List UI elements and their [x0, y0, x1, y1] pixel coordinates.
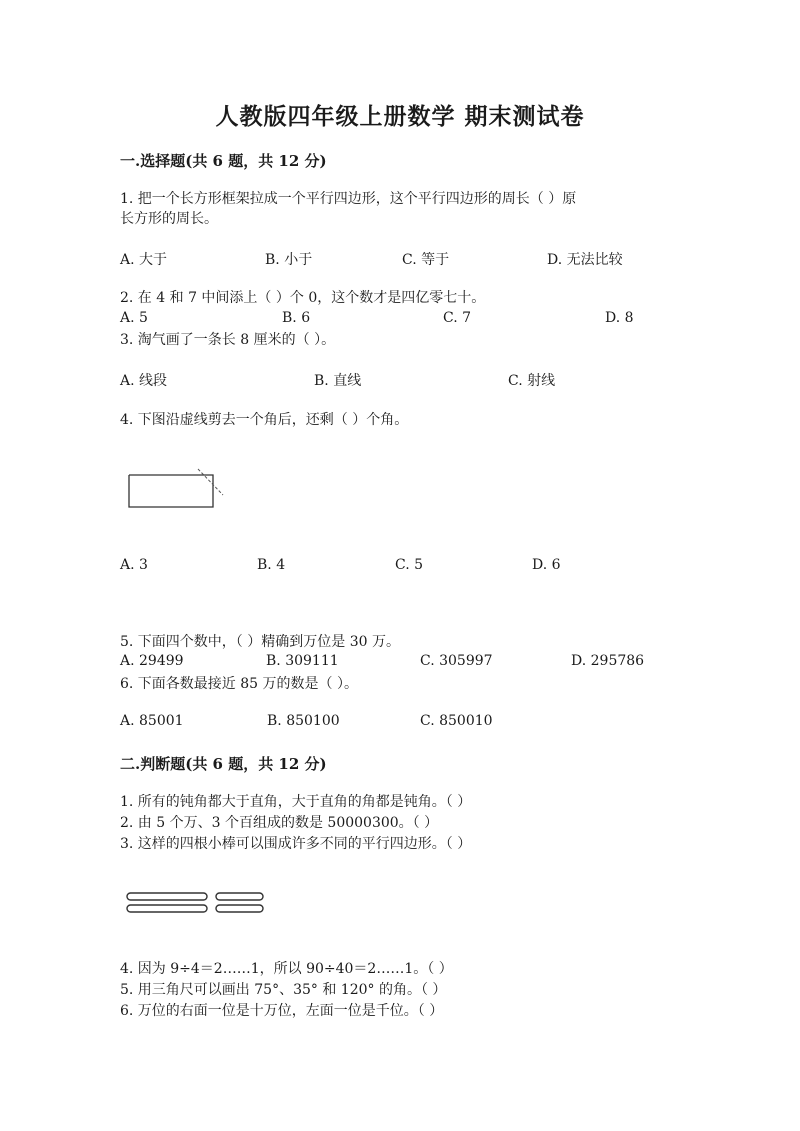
question-4: 4. 下图沿虚线剪去一个角后，还剩（ ）个角。 — [120, 412, 409, 428]
page-title: 人教版四年级上册数学 期末测试卷 — [215, 103, 585, 130]
q3-option-b[interactable]: B. 直线 — [314, 373, 362, 389]
rectangle-cut-figure — [120, 465, 230, 515]
q6-option-a[interactable]: A. 85001 — [120, 713, 184, 729]
section-heading-choice: 一.选择题(共 6 题，共 12 分) — [120, 152, 327, 170]
q5-option-b[interactable]: B. 309111 — [266, 653, 339, 669]
section-heading-judgment: 二.判断题(共 6 题，共 12 分) — [120, 755, 327, 773]
q6-option-c[interactable]: C. 850010 — [420, 713, 493, 729]
four-sticks-figure — [120, 890, 280, 920]
q2-option-b[interactable]: B. 6 — [282, 310, 311, 326]
question-1-line-2: 长方形的周长。 — [120, 211, 218, 227]
q4-option-d[interactable]: D. 6 — [532, 557, 561, 573]
q2-option-a[interactable]: A. 5 — [120, 310, 148, 326]
question-1-line-1: 1. 把一个长方形框架拉成一个平行四边形，这个平行四边形的周长（ ）原 — [120, 191, 577, 207]
q5-option-d[interactable]: D. 295786 — [571, 653, 645, 669]
q3-option-a[interactable]: A. 线段 — [120, 373, 168, 389]
question-5: 5. 下面四个数中，（ ）精确到万位是 30 万。 — [120, 634, 400, 650]
question-3: 3. 淘气画了一条长 8 厘米的（ ）。 — [120, 332, 336, 348]
q4-option-a[interactable]: A. 3 — [120, 557, 148, 573]
q4-option-c[interactable]: C. 5 — [395, 557, 424, 573]
q6-option-b[interactable]: B. 850100 — [267, 713, 340, 729]
q3-option-c[interactable]: C. 射线 — [508, 373, 556, 389]
q1-option-a[interactable]: A. 大于 — [120, 252, 168, 268]
judgment-item-1: 1. 所有的钝角都大于直角，大于直角的角都是钝角。（ ） — [120, 794, 472, 810]
q4-option-b[interactable]: B. 4 — [257, 557, 286, 573]
judgment-item-6: 6. 万位的右面一位是十万位，左面一位是千位。（ ） — [120, 1003, 444, 1019]
question-2: 2. 在 4 和 7 中间添上（ ）个 0，这个数才是四亿零七十。 — [120, 290, 486, 306]
judgment-item-4: 4. 因为 9÷4＝2……1，所以 90÷40＝2……1。（ ） — [120, 961, 453, 977]
q5-option-c[interactable]: C. 305997 — [420, 653, 493, 669]
judgment-item-2: 2. 由 5 个万、3 个百组成的数是 50000300。（ ） — [120, 815, 439, 831]
q1-option-d[interactable]: D. 无法比较 — [547, 252, 623, 268]
judgment-item-3: 3. 这样的四根小棒可以围成许多不同的平行四边形。（ ） — [120, 836, 472, 852]
q2-option-d[interactable]: D. 8 — [605, 310, 634, 326]
judgment-item-5: 5. 用三角尺可以画出 75°、35° 和 120° 的角。（ ） — [120, 982, 447, 998]
q1-option-b[interactable]: B. 小于 — [265, 252, 313, 268]
question-6: 6. 下面各数最接近 85 万的数是（ ）。 — [120, 676, 358, 692]
q5-option-a[interactable]: A. 29499 — [120, 653, 184, 669]
q2-option-c[interactable]: C. 7 — [443, 310, 472, 326]
q1-option-c[interactable]: C. 等于 — [402, 252, 450, 268]
